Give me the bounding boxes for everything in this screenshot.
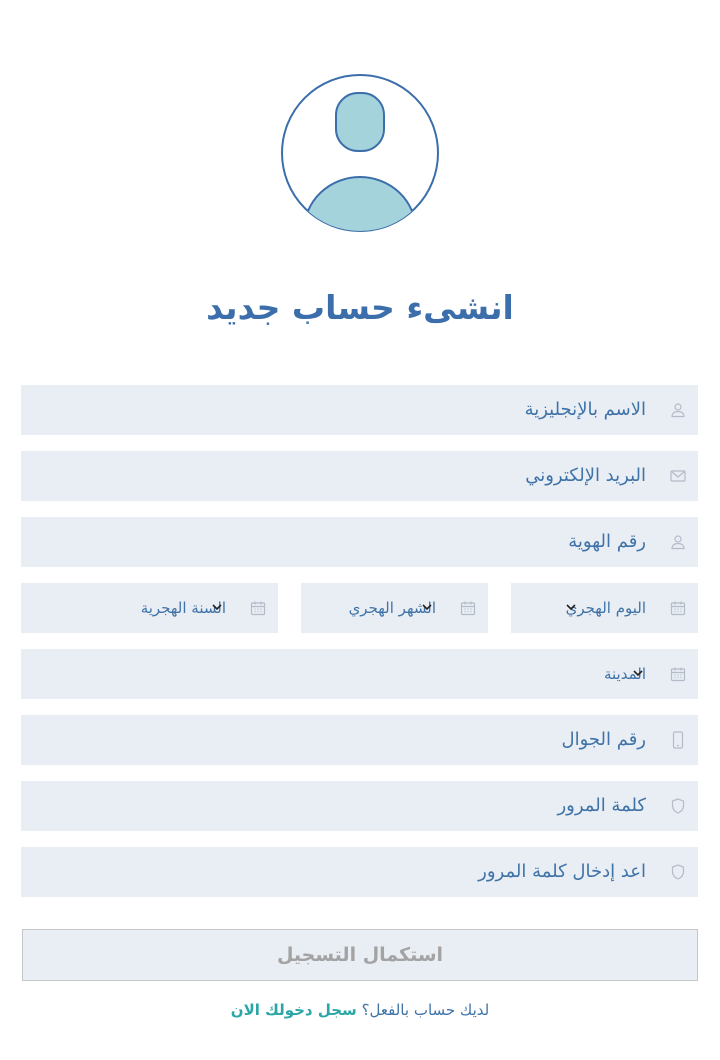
mobile-field[interactable] — [21, 715, 698, 765]
chevron-down-icon — [632, 667, 644, 679]
hijri-day-select[interactable] — [511, 583, 698, 633]
email-field[interactable] — [21, 451, 698, 501]
hijri-month-placeholder: الشهر الهجري — [348, 599, 436, 617]
chevron-down-icon — [421, 601, 433, 613]
id-number-field[interactable] — [21, 517, 698, 567]
name-english-field[interactable] — [21, 385, 698, 435]
hijri-year-placeholder: السنة الهجرية — [140, 599, 226, 617]
avatar-placeholder — [280, 73, 440, 233]
mobile-placeholder: رقم الجوال — [561, 729, 646, 750]
shield-icon — [668, 862, 688, 882]
name-english-placeholder: الاسم بالإنجليزية — [524, 399, 646, 420]
hijri-day-placeholder: اليوم الهجري — [565, 599, 646, 617]
city-placeholder: المدينة — [603, 665, 646, 683]
login-question: لديك حساب بالفعل؟ — [361, 1001, 490, 1019]
password-field[interactable] — [21, 781, 698, 831]
login-prompt — [0, 1001, 720, 1019]
page-title: انشىء حساب جديد — [206, 288, 514, 327]
login-link[interactable]: سجل دخولك الان — [230, 1001, 357, 1019]
calendar-icon — [248, 598, 268, 618]
shield-icon — [668, 796, 688, 816]
calendar-icon — [668, 664, 688, 684]
user-icon — [668, 532, 688, 552]
chevron-down-icon — [565, 601, 577, 613]
envelope-icon — [668, 466, 688, 486]
city-select[interactable] — [21, 649, 698, 699]
calendar-icon — [458, 598, 478, 618]
phone-icon — [668, 730, 688, 750]
hijri-month-select[interactable] — [301, 583, 488, 633]
email-placeholder: البريد الإلكتروني — [525, 465, 646, 486]
id-number-placeholder: رقم الهوية — [568, 531, 646, 552]
complete-registration-button[interactable]: استكمال التسجيل — [22, 929, 698, 981]
calendar-icon — [668, 598, 688, 618]
user-icon — [668, 400, 688, 420]
chevron-down-icon — [211, 601, 223, 613]
password-placeholder: كلمة المرور — [557, 795, 646, 816]
hijri-year-select[interactable] — [21, 583, 278, 633]
confirm-password-field[interactable] — [21, 847, 698, 897]
confirm-password-placeholder: اعد إدخال كلمة المرور — [478, 861, 646, 882]
